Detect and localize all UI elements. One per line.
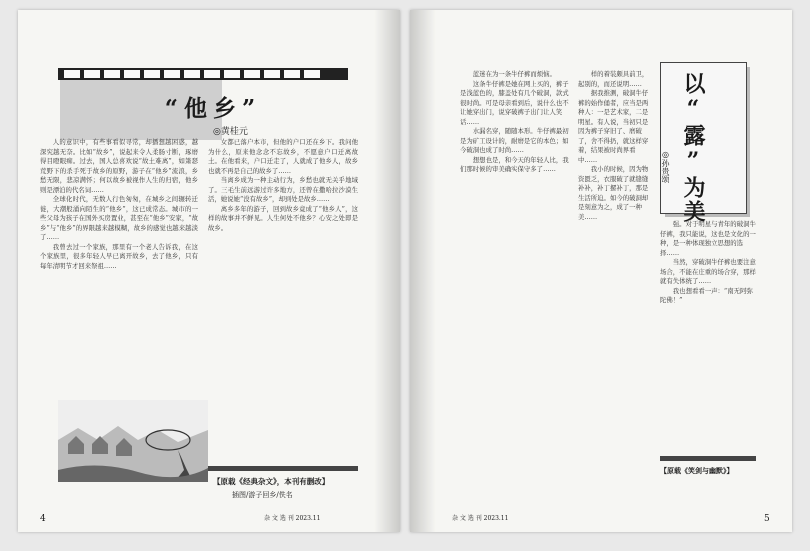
paragraph: 据我推测，破洞牛仔裤的始作俑者，应当是两种人：一是艺术家，二是明星。有人说，当初只是因为裤子穿旧了、磨破了，舍不得扔，就这样穿着，结果被时尚界看中…… [578,89,649,164]
source-note: 【原载《笑剑与幽默》】 [660,466,734,475]
text-column-1 [40,138,198,400]
text-column-2 [578,70,654,502]
page-footer: 杂 文 选 刊 2023.11 [452,515,509,522]
paragraph: 当然，穿破洞牛仔裤也要注意场合，不能在庄重的场合穿，那样就有失体统了…… [660,258,756,285]
paragraph: 想想也是，和今天的年轻人比，我们那时候的审美确实保守多了…… [460,155,569,173]
page-footer: 杂 文 选 刊 2023.11 [264,515,321,522]
right-page [410,10,792,532]
paragraph: 女都已落户本市，但他的户口还在乡下。我问他为什么，原来他念念不忘故乡，不愿意户口迁离故土。在他看来，户口迁走了，人就成了他乡人，故乡也就不再是自己的故乡了…… [208,138,358,175]
text-column-1 [460,70,572,502]
article-title: 以“露”为美 [680,72,706,224]
paragraph: 蓝迷在为一条牛仔裤而烦恼。 [472,70,556,78]
paragraph: 强。对于明星与青年的破洞牛仔裤，我只能说，这也是文化的一种，是一种体现独立思想的选择…… [660,220,756,257]
paragraph: 全球化时代，无数人行色匆匆，在城乡之间辗转迁徙，大潮般涌向陌生的“他乡”，这已成常态。城市的一些父母为孩子在国外买房置业，甚至在“他乡”安家，“故乡”与“他乡”的界限越来越模糊，故乡的感觉也越来越淡了…… [40,195,198,241]
article-author: ◎孙贵颂 [661,150,670,183]
paragraph: 样的着装颇具前卫，起别的，而还说明…… [578,70,649,88]
article-title: “他乡” [164,95,262,122]
source-bar [660,456,756,461]
paragraph: 水漏名穿，随随本形。牛仔裤最初是为矿工设计的，耐磨是它的本色；如今破洞也成了时尚…… [460,127,569,154]
left-page [18,10,400,532]
gutter-shadow [374,10,400,532]
gutter-shadow [410,10,436,532]
page-number: 4 [40,514,46,524]
paragraph: 当离乡成为一种主动行为，乡愁也就无关乎地域了。三毛生前远游过许多地方，还曾在撒哈拉沙漠生活，她说她“没有故乡”，却到处是故乡…… [208,176,358,203]
text-column-3 [660,220,756,450]
village-illustration [58,400,208,482]
paragraph: 我曾去过一个家族，那里有一个老人告诉我，在这个家族里，很多年轻人早已离开故乡，去了他乡，只有每年清明节才回来祭祖…… [40,242,198,270]
source-note: 【原载《经典杂文》，本刊有删改】 [213,477,330,486]
paragraph: 我也想看看一声：“南无阿弥陀佛！” [660,286,753,304]
illustration-credit: 插图/游子回乡/佚名 [232,491,293,499]
paragraph: 我小的时候，因为物资匮乏，衣服破了就缝缝补补，补丁摞补丁，那是生活所迫。如今的破洞却是刻意为之，成了一种美…… [578,165,649,221]
page-number: 5 [764,514,770,524]
film-strip-decoration [58,68,348,80]
paragraph: 人的意识中，有些事看似寻常，却播想越困惑，越深究越无奈。比如“故乡”，说起来令人柔肠寸断，琢磨得目瞪眼痴。过去，国人总喜欢说“故土难离”，如箫瑟荒野下的杀手死于故乡的原野，游子在“他乡”流浪，乡愁无限，悲凉满怀；何以故乡被视作人生的归宿，他乡则是漂泊的代名词…… [40,138,198,194]
source-bar [208,466,358,471]
article-author: ◎黄桂元 [213,127,248,137]
text-column-2 [208,138,358,474]
paragraph: 离乡多年的游子，回到故乡竟成了“他乡人”，这样的故事并不鲜见。人生何处不他乡？心安之处即是故乡。 [208,204,358,232]
paragraph: 这条牛仔裤是她在网上买的，裤子是浅蓝色的，膝盖处有几个破洞，款式很时尚。可是母亲看到后，说什么也不让她穿出门，说穿破裤子出门让人笑话…… [460,79,569,126]
